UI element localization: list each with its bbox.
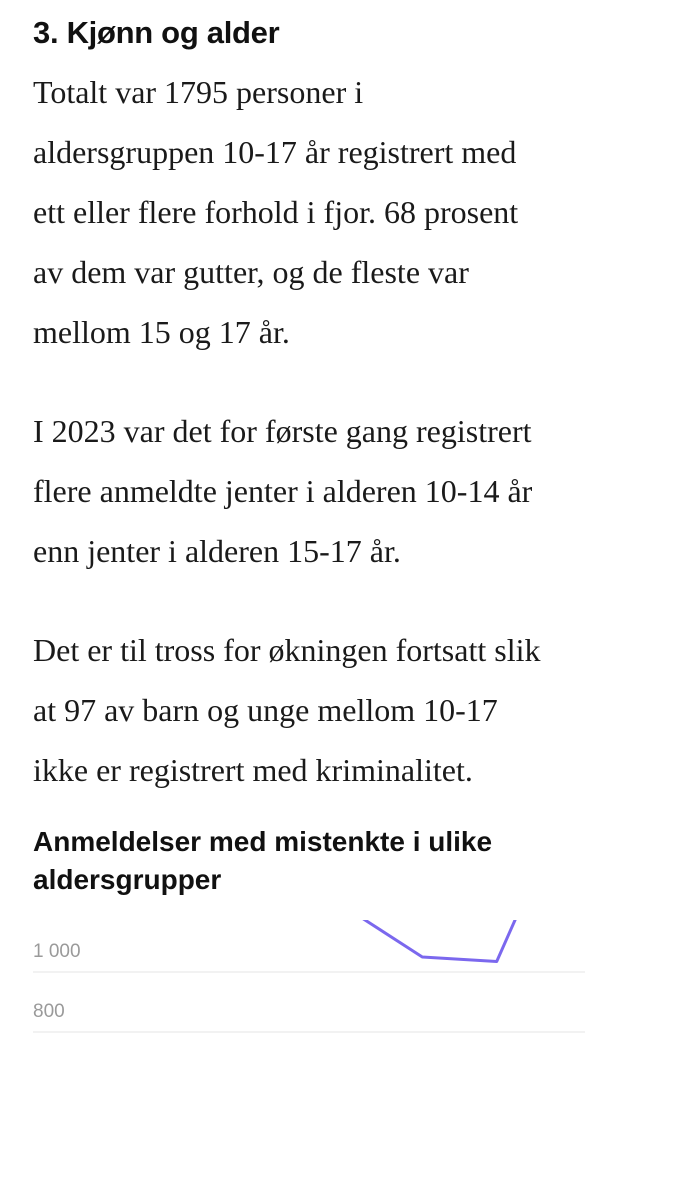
chart-canvas — [0, 920, 691, 1200]
text-line: Det er til tross for økningen fortsatt slik — [33, 632, 541, 668]
y-tick-label: 800 — [33, 1001, 65, 1022]
section-heading: 3. Kjønn og alder — [33, 15, 280, 50]
grid-layer — [33, 920, 585, 1032]
text-line: flere anmeldte jenter i alderen 10-14 år — [33, 473, 533, 509]
paragraph-not-registered — [33, 620, 663, 800]
paragraph-girls-2023 — [33, 401, 663, 581]
text-line: at 97 av barn og unge mellom 10-17 — [33, 692, 498, 728]
text-line: enn jenter i alderen 15-17 år. — [33, 533, 401, 569]
y-tick-label: 1 000 — [33, 941, 81, 962]
line-chart — [0, 920, 691, 1200]
series-line — [125, 920, 571, 962]
text-line: ett eller flere forhold i fjor. 68 prosent — [33, 194, 519, 230]
text-line: Totalt var 1795 personer i — [33, 74, 364, 110]
series-layer — [125, 920, 571, 962]
article-body — [33, 0, 663, 800]
text-line: ikke er registrert med kriminalitet. — [33, 752, 473, 788]
text-line: av dem var gutter, og de fleste var — [33, 254, 469, 290]
text-line: I 2023 var det for første gang registrert — [33, 413, 532, 449]
text-line: aldersgruppen 10-17 år registrert med — [33, 134, 517, 170]
paragraph-total-registered — [33, 62, 663, 362]
chart-title: Anmeldelser med mistenkte i ulike aldersgrupper — [33, 826, 493, 895]
text-line: mellom 15 og 17 år. — [33, 314, 290, 350]
